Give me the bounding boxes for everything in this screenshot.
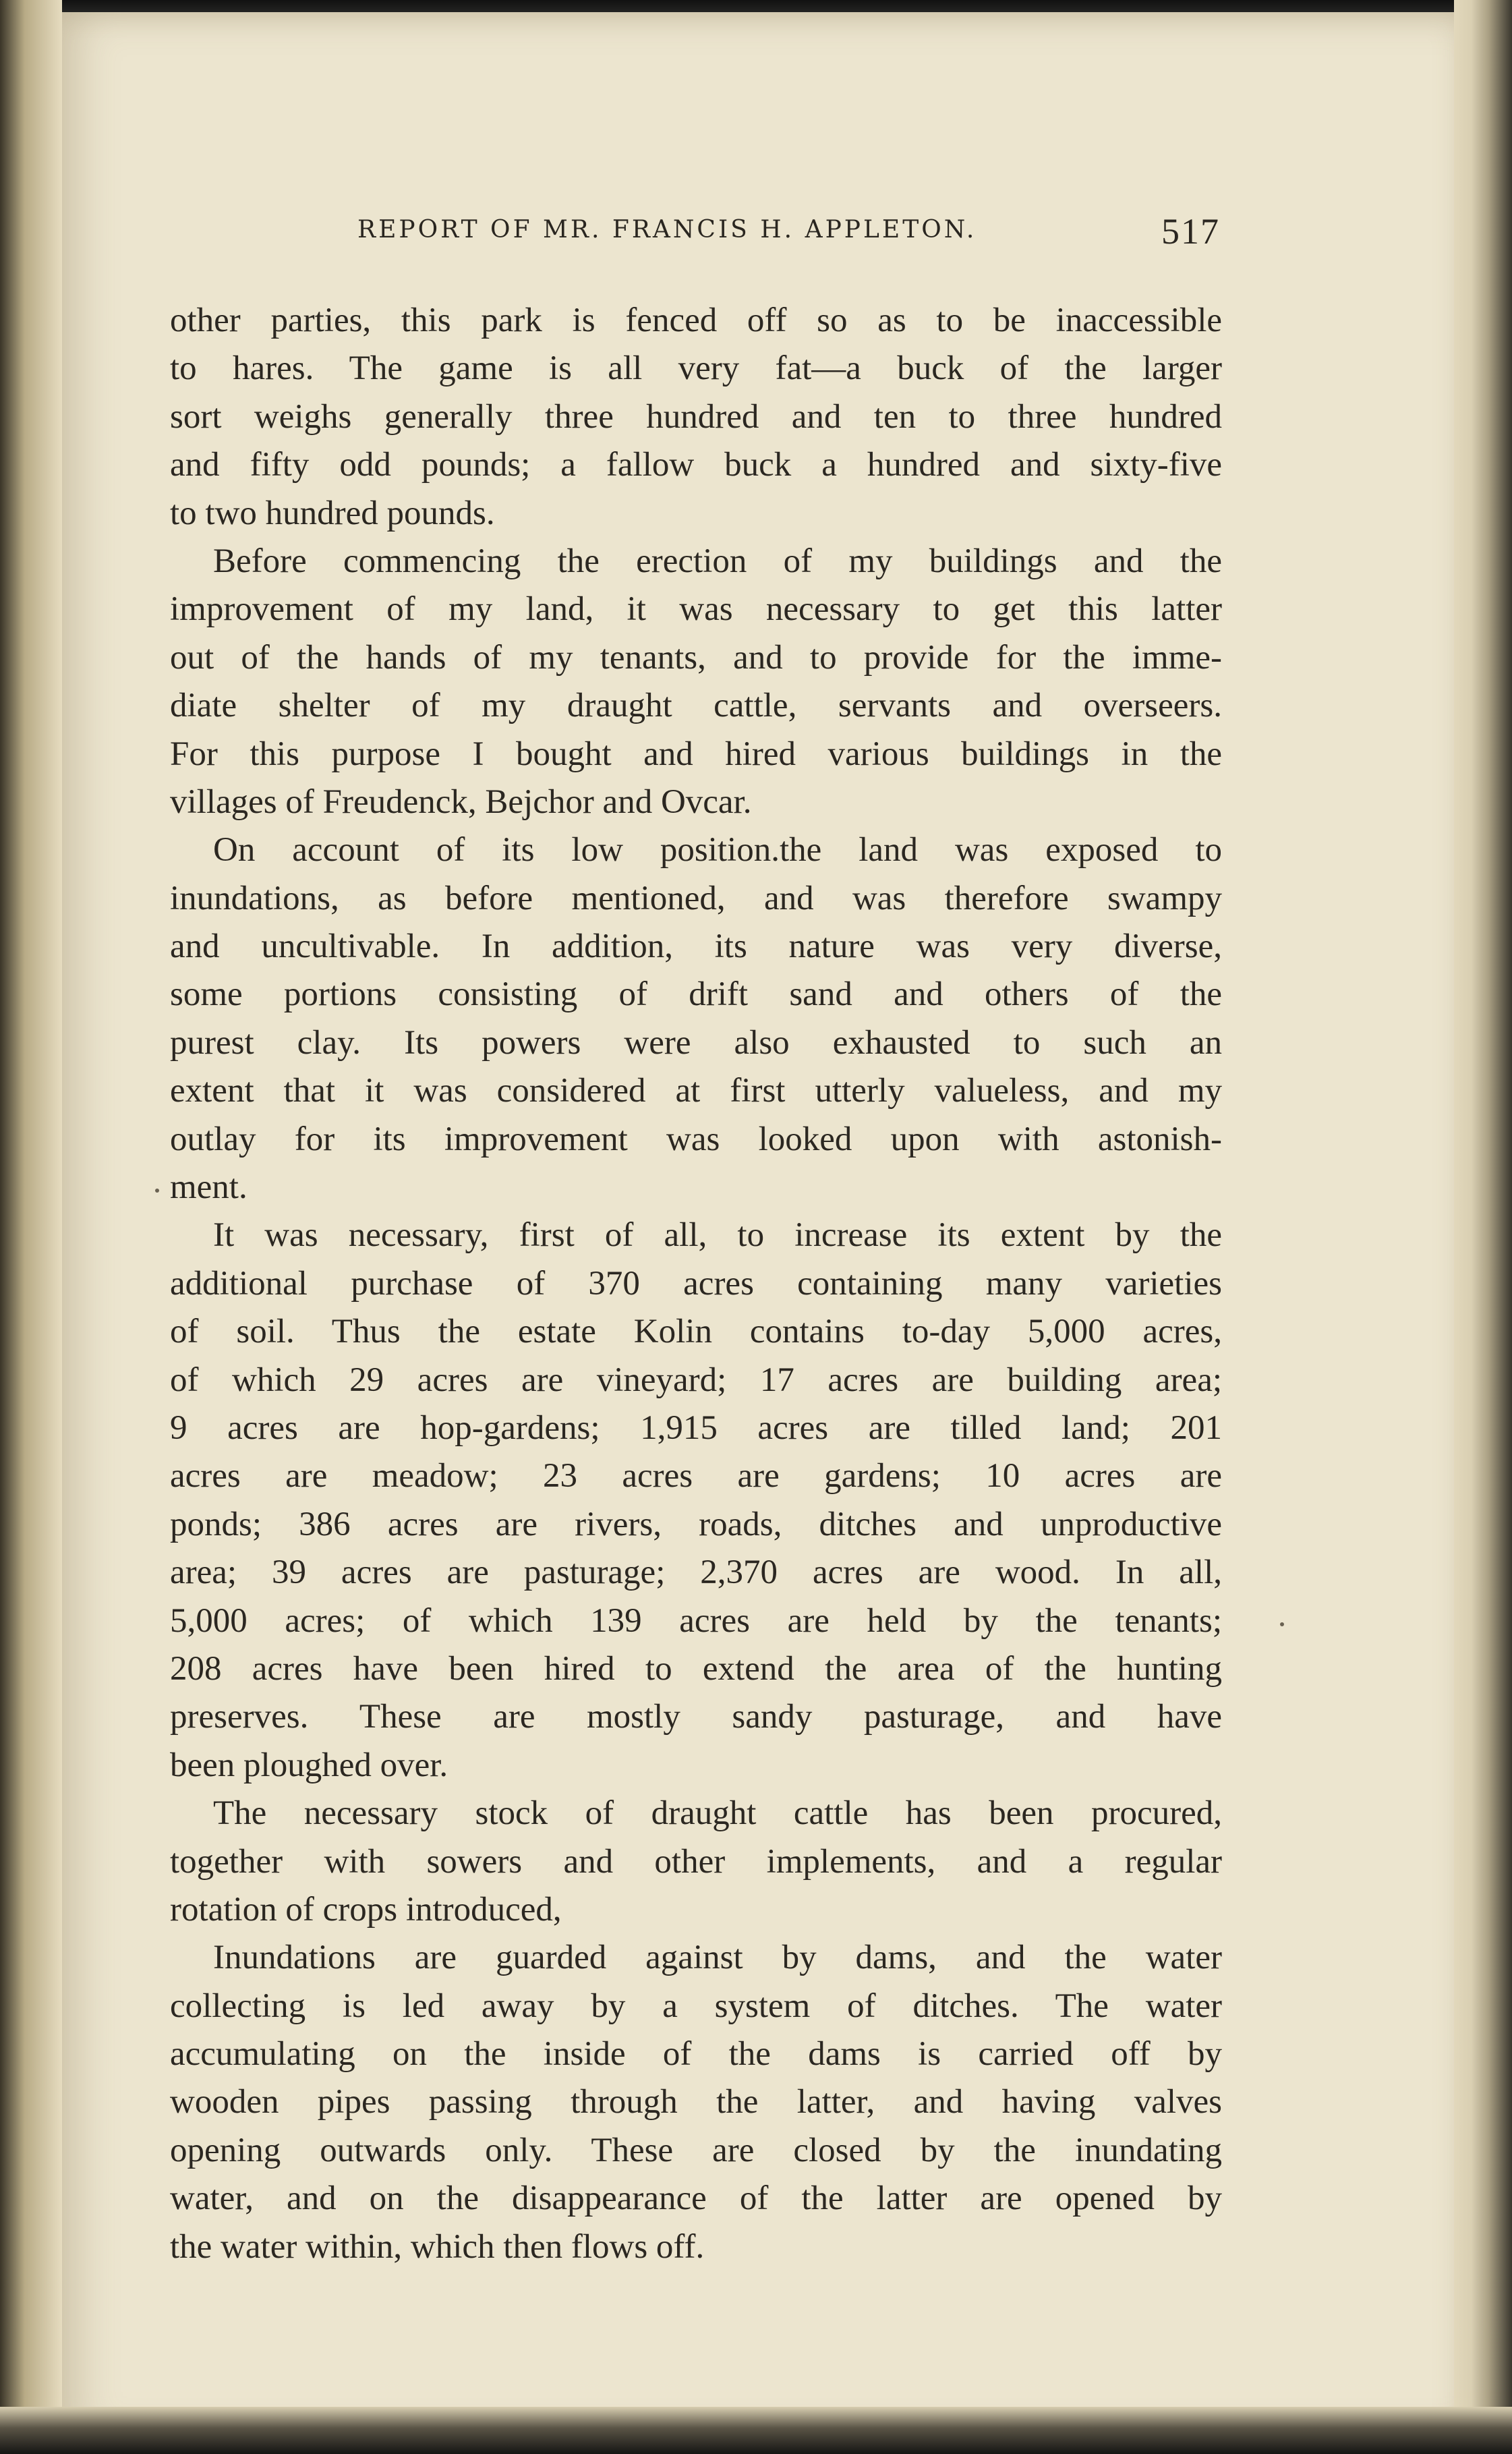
- paragraph: [170, 1934, 1222, 2271]
- text-line: of soil. Thus the estate Kolin contains to-day 5,000 acres,: [170, 1313, 1222, 1351]
- text-line: extent that it was considered at first utterly valueless, and my: [170, 1072, 1222, 1110]
- text-line: water, and on the disappearance of the latter are opened by: [170, 2179, 1222, 2218]
- paragraph: [170, 1790, 1222, 1934]
- text-line: to two hundred pounds.: [170, 494, 495, 532]
- text-line: of which 29 acres are vineyard; 17 acres are building area;: [170, 1361, 1222, 1399]
- text-line: improvement of my land, it was necessary to get this latter: [170, 590, 1222, 629]
- text-line: Inundations are guarded against by dams, and the water: [213, 1939, 1222, 1977]
- text-line: acres are meadow; 23 acres are gardens; 10 acres are: [170, 1457, 1222, 1495]
- stray-ink-mark: [155, 1189, 159, 1193]
- running-head: [357, 210, 1234, 251]
- text-line: On account of its low position.the land was exposed to: [213, 831, 1222, 869]
- text-line: purest clay. Its powers were also exhausted to such an: [170, 1023, 1222, 1062]
- paragraph: [170, 1211, 1222, 1790]
- text-line: opening outwards only. These are closed by the inundating: [170, 2131, 1222, 2169]
- text-line: For this purpose I bought and hired various buildings in the: [170, 735, 1222, 773]
- page-edges-right: [1454, 0, 1512, 2454]
- text-line: to hares. The game is all very fat—a buck of the larger: [170, 349, 1222, 388]
- text-line: area; 39 acres are pasturage; 2,370 acres are wood. In all,: [170, 1553, 1222, 1592]
- text-line: villages of Freudenck, Bejchor and Ovcar.: [170, 782, 752, 821]
- text-line: preserves. These are mostly sandy pasturage, and have: [170, 1698, 1222, 1736]
- body-text: [170, 297, 1222, 2271]
- text-line: and fifty odd pounds; a fallow buck a hundred and sixty-five: [170, 446, 1222, 484]
- running-title: REPORT OF MR. FRANCIS H. APPLETON.: [357, 216, 977, 244]
- scan-bottom-edge: [0, 2407, 1512, 2454]
- text-line: 9 acres are hop-gardens; 1,915 acres are tilled land; 201: [170, 1408, 1222, 1447]
- text-line: The necessary stock of draught cattle has been procured,: [213, 1794, 1222, 1833]
- text-line: 208 acres have been hired to extend the area of the hunting: [170, 1649, 1222, 1688]
- text-line: diate shelter of my draught cattle, servants and overseers.: [170, 687, 1222, 725]
- text-line: been ploughed over.: [170, 1746, 448, 1784]
- paragraph: [170, 826, 1222, 1211]
- paragraph: [170, 538, 1222, 826]
- text-line: Before commencing the erection of my buildings and the: [213, 542, 1222, 580]
- text-line: the water within, which then flows off.: [170, 2227, 705, 2266]
- paragraph: [170, 297, 1222, 538]
- text-line: and uncultivable. In addition, its nature was very diverse,: [170, 928, 1222, 966]
- text-line: some portions consisting of drift sand and others of the: [170, 975, 1222, 1014]
- text-line: additional purchase of 370 acres containing many varieties: [170, 1264, 1222, 1303]
- text-line: collecting is led away by a system of ditches. The water: [170, 1987, 1222, 2025]
- text-line: out of the hands of my tenants, and to provide for the imme-: [170, 638, 1222, 677]
- book-gutter-left: [0, 0, 62, 2454]
- text-line: It was necessary, first of all, to increase its extent by the: [213, 1216, 1222, 1255]
- text-line: together with sowers and other implements, and a regular: [170, 1842, 1222, 1881]
- text-line: outlay for its improvement was looked upon with astonish-: [170, 1120, 1222, 1158]
- text-line: ponds; 386 acres are rivers, roads, ditches and unproductive: [170, 1505, 1222, 1543]
- text-line: sort weighs generally three hundred and ten to three hundred: [170, 397, 1222, 436]
- stray-ink-mark: [1280, 1622, 1284, 1626]
- text-line: wooden pipes passing through the latter, and having valves: [170, 2083, 1222, 2121]
- text-line: ment.: [170, 1168, 248, 1207]
- text-line: rotation of crops introduced,: [170, 1890, 562, 1929]
- text-line: 5,000 acres; of which 139 acres are held by the tenants;: [170, 1601, 1222, 1640]
- page-number: 517: [1161, 211, 1220, 252]
- text-line: other parties, this park is fenced off so as to be inaccessible: [170, 302, 1222, 339]
- text-line: accumulating on the inside of the dams is carried off by: [170, 2035, 1222, 2074]
- text-line: inundations, as before mentioned, and was therefore swampy: [170, 879, 1222, 917]
